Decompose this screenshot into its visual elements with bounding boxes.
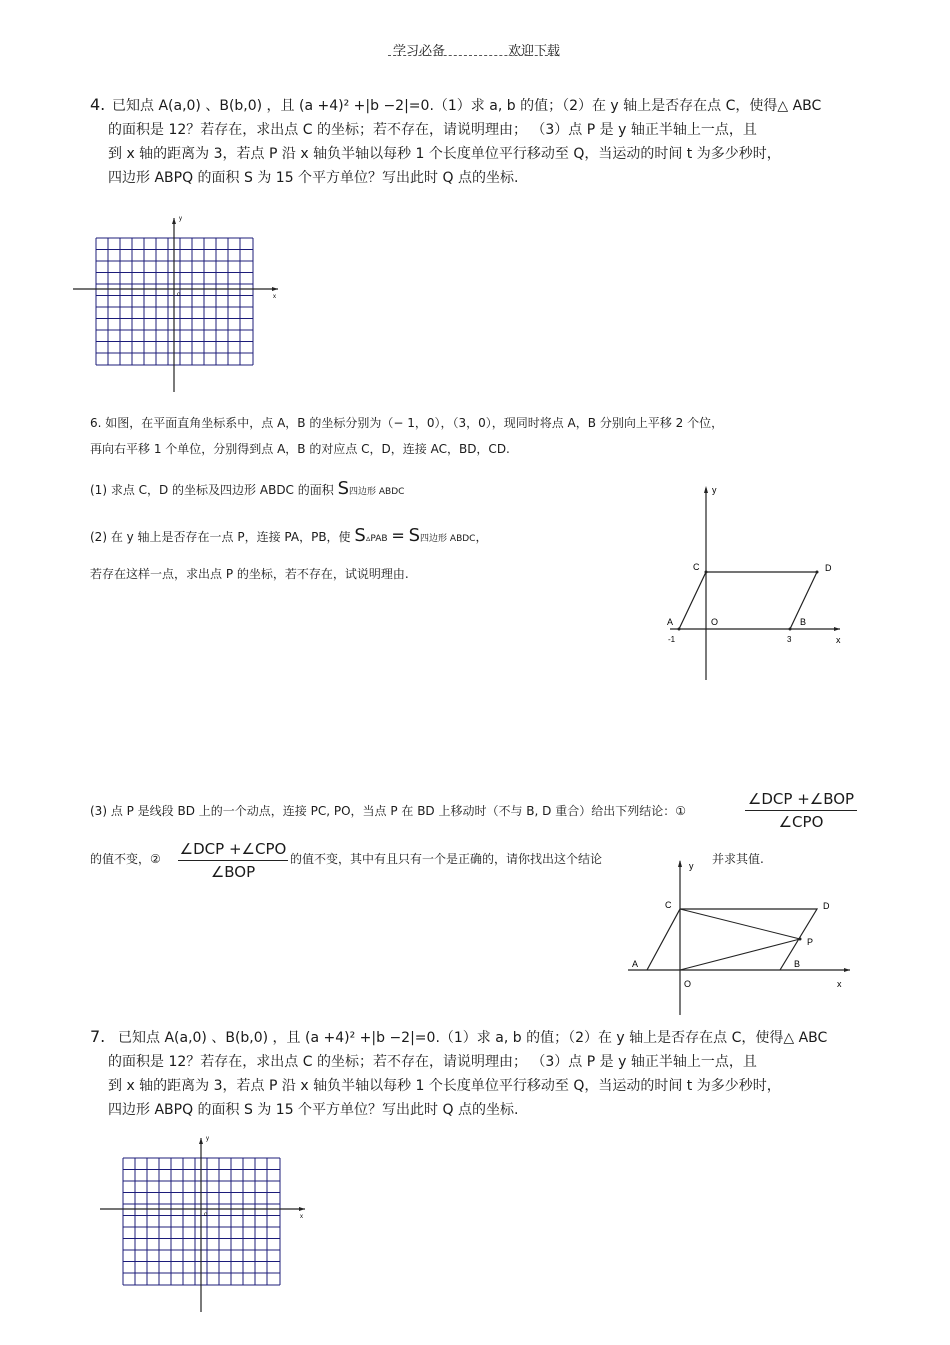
q6-part1-text: (1) 求点 C，D 的坐标及四边形 ABDC 的面积 <box>90 483 334 497</box>
x-arrow-icon <box>834 627 840 631</box>
q4-line-2: 的面积是 12？若存在，求出点 C 的坐标；若不存在，请说明理由； （3）点 P 是 y 轴正半轴上一点，且 <box>108 122 757 138</box>
area-symbol-1: S <box>354 525 366 546</box>
coordinate-grid-q7 <box>95 1130 310 1315</box>
triangle-icon: ▵ <box>365 534 371 544</box>
q7-line-4: 四边形 ABPQ 的面积 S 为 15 个平方单位？写出此时 Q 点的坐标. <box>108 1102 519 1118</box>
point-c-label: C <box>665 900 672 910</box>
y-arrow-icon <box>678 860 682 867</box>
parallelogram-figure-2 <box>625 855 855 1020</box>
q4-line-1: 已知点 A(a,0) 、B(b,0) ，且 (a +4)² +|b −2|=0.（1）求 a, b 的值；（2）在 y 轴上是否存在点 C，使得△ ABC <box>112 98 822 114</box>
point-b-label: B <box>800 617 807 627</box>
x-label: x <box>836 635 841 645</box>
q6-part2-line-2: 若存在这样一点，求出点 P 的坐标，若不存在，试说明理由. <box>90 567 409 581</box>
fraction-1-numerator: ∠DCP +∠BOP <box>747 790 855 808</box>
header-left: 学习必备 <box>393 44 446 59</box>
y-label: y <box>689 861 694 871</box>
tick-label-3: 3 <box>787 635 792 644</box>
x-label: x <box>273 294 276 300</box>
q6-part2-end: ， <box>475 530 488 544</box>
y-arrow-icon <box>172 218 176 224</box>
point-d-label: D <box>825 563 832 573</box>
fraction-2-denominator: ∠BOP <box>210 863 256 881</box>
segment-po <box>680 939 800 970</box>
fraction-2-numerator: ∠DCP +∠CPO <box>179 840 287 858</box>
parallelogram-abdc <box>679 572 817 629</box>
point-p-label: P <box>807 937 814 947</box>
equals-sign: = <box>391 526 405 545</box>
area-subscript: 四边形 ABDC <box>349 487 405 497</box>
q6-part3-line-1: (3) 点 P 是线段 BD 上的一个动点，连接 PC, PO，当点 P 在 BD 上移动时（不与 B, D 重合）给出下列结论：① <box>90 804 686 818</box>
origin-label: o <box>204 1212 208 1218</box>
q6-part1 <box>90 480 404 501</box>
q7-number: 7. <box>90 1027 106 1046</box>
header-divider <box>388 55 558 56</box>
origin-label: O <box>684 979 692 989</box>
point-c-label: C <box>693 562 700 572</box>
point-a-label: A <box>667 617 674 627</box>
q7-line-3: 到 x 轴的距离为 3，若点 P 沿 x 轴负半轴以每秒 1 个长度单位平行移动至 Q，当运动的时间 t 为多少秒时， <box>108 1078 781 1094</box>
x-arrow-icon <box>299 1207 305 1211</box>
q6-line-2: 再向右平移 1 个单位，分别得到点 A，B 的对应点 C，D，连接 AC，BD，CD. <box>90 442 510 456</box>
x-label: x <box>837 979 842 989</box>
parallelogram-figure-1 <box>650 480 850 690</box>
q4-line-3: 到 x 轴的距离为 3，若点 P 沿 x 轴负半轴以每秒 1 个长度单位平行移动至 Q，当运动的时间 t 为多少秒时， <box>108 146 781 162</box>
axes <box>100 1138 305 1312</box>
area-subscript-1: PAB <box>370 534 388 544</box>
fraction-1 <box>745 790 857 831</box>
point-d-label: D <box>823 901 830 911</box>
area-subscript-2: 四边形 ABDC <box>420 534 476 544</box>
y-label: y <box>179 216 182 222</box>
area-symbol: S <box>337 478 350 499</box>
q4-line-4: 四边形 ABPQ 的面积 S 为 15 个平方单位？写出此时 Q 点的坐标. <box>108 170 519 186</box>
x-arrow-icon <box>272 287 278 291</box>
q6-part2-text: (2) 在 y 轴上是否存在一点 P，连接 PA，PB，使 <box>90 530 351 544</box>
q6-part3-line-2b: 的值不变，其中有且只有一个是正确的，请你找出这个结论 <box>290 852 603 866</box>
point-a-label: A <box>632 959 639 969</box>
q7-line-2: 的面积是 12？若存在，求出点 C 的坐标；若不存在，请说明理由； （3）点 P 是 y 轴正半轴上一点，且 <box>108 1054 757 1070</box>
q6-part3-line-2a: 的值不变，② <box>90 852 161 866</box>
x-arrow-icon <box>844 968 850 972</box>
q6-part3-line-2c: 并求其值. <box>712 852 764 866</box>
segment-pc <box>680 909 800 939</box>
parallelogram-abdc <box>647 909 817 970</box>
x-label: x <box>300 1214 303 1220</box>
q7-line-1: 已知点 A(a,0) 、B(b,0) ，且 (a +4)² +|b −2|=0.（1）求 a, b 的值；（2）在 y 轴上是否存在点 C，使得△ ABC <box>118 1030 828 1046</box>
q6-line-1: 6. 如图，在平面直角坐标系中，点 A，B 的坐标分别为（− 1，0），（3，0），现同时将点 A，B 分别向上平移 2 个位， <box>90 416 724 430</box>
y-label: y <box>206 1136 209 1142</box>
axes <box>73 218 278 392</box>
y-arrow-icon <box>704 486 708 493</box>
y-label: y <box>712 485 717 495</box>
area-symbol-2: S <box>408 525 421 546</box>
q4-number: 4. <box>90 95 106 114</box>
fraction-2 <box>178 840 288 881</box>
coordinate-grid-q4 <box>68 210 283 395</box>
q6-part2 <box>90 527 487 548</box>
fraction-1-denominator: ∠CPO <box>778 813 824 831</box>
tick-label-minus-1: -1 <box>668 635 676 644</box>
header-right: 欢迎下载 <box>508 44 561 59</box>
point-b-label: B <box>794 959 801 969</box>
origin-label: o <box>177 292 181 298</box>
y-arrow-icon <box>199 1138 203 1144</box>
origin-label: O <box>711 617 719 627</box>
